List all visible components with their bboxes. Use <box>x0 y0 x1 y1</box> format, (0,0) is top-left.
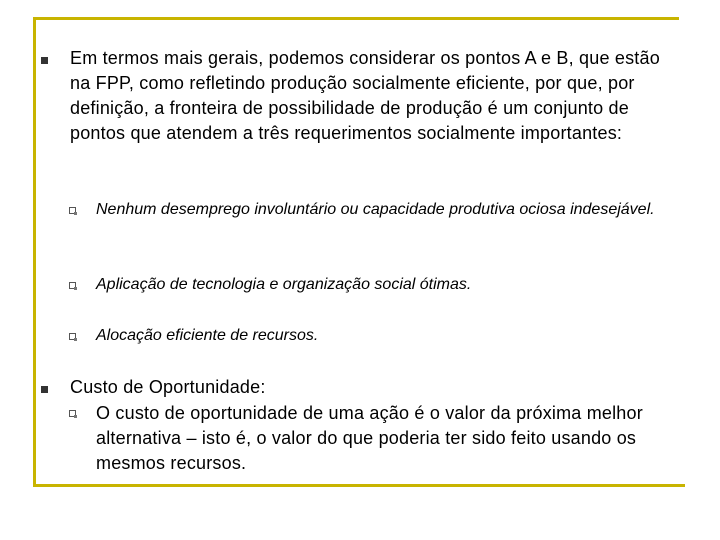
sub-item-opportunity-cost: O custo de oportunidade de uma ação é o valor da próxima melhor alternativa – isto é, o valor do que poderia ter sido feito usando os mesmos recursos. <box>96 403 643 473</box>
hollow-square-bullet-icon <box>69 207 76 214</box>
square-bullet-icon <box>41 386 48 393</box>
hollow-square-bullet-icon <box>69 333 76 340</box>
sub-item-3: Alocação eficiente de recursos. <box>96 327 319 344</box>
bottom-rule <box>33 484 685 487</box>
square-bullet-icon <box>41 57 48 64</box>
sub-item-2: Aplicação de tecnologia e organização social ótimas. <box>96 276 472 293</box>
hollow-square-bullet-icon <box>69 282 76 289</box>
bullet-1-text: Em termos mais gerais, podemos considerar os pontos A e B, que estão na FPP, como refletindo produção socialmente eficiente, por que, por definição, a fronteira de possibilidade de produção é um conjunto de pontos que atendem a três requerimentos socialmente importantes: <box>70 48 660 143</box>
bullet-2-text: Custo de Oportunidade: <box>70 377 266 397</box>
left-rule <box>33 17 36 487</box>
top-rule <box>33 17 679 20</box>
hollow-square-bullet-icon <box>69 410 76 417</box>
sub-item-1: Nenhum desemprego involuntário ou capacidade produtiva ociosa indesejável. <box>96 201 655 218</box>
